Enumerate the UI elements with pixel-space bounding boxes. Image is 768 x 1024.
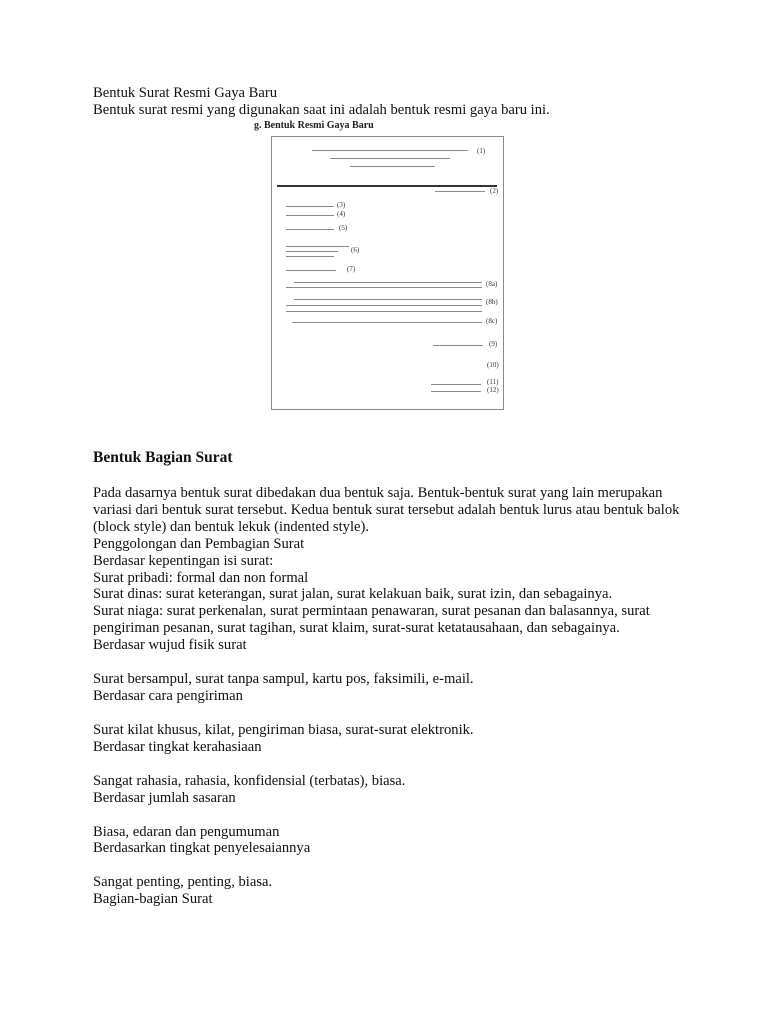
body-line: Biasa, edaran dan pengumuman	[93, 823, 280, 840]
header-rule	[277, 185, 497, 187]
label-8c: (8c)	[486, 317, 498, 325]
blank-line	[93, 857, 683, 874]
label-12: (12)	[487, 386, 499, 394]
blank-line	[93, 756, 683, 773]
content-paragraph-line	[294, 299, 482, 300]
letter-sketch	[271, 136, 504, 410]
body-line: Berdasarkan tingkat penyelesaiannya	[93, 840, 311, 857]
classification-list	[93, 536, 683, 908]
content-paragraph-line	[286, 305, 482, 306]
letterhead-line	[312, 150, 468, 151]
label-6: (6)	[351, 246, 360, 254]
label-11: (11)	[487, 378, 499, 386]
body-line: Sangat rahasia, rahasia, konfidensial (terbatas), biasa.	[93, 772, 406, 789]
closing-greeting-line	[433, 345, 483, 346]
intro-paragraph: Pada dasarnya bentuk surat dibedakan dua bentuk saja. Bentuk-bentuk surat yang lain merupakan variasi dari bentuk surat tersebut. Kedua bentuk surat tersebut adalah bentuk lurus atau bentuk balok (block style) dan bentuk lekuk (indented style).	[93, 485, 680, 535]
label-8a: (8a)	[486, 280, 498, 288]
label-10: (10)	[487, 361, 499, 369]
signer-name-line	[431, 384, 481, 385]
body-line: Berdasar tingkat kerahasiaan	[93, 738, 262, 755]
label-9: (9)	[489, 340, 498, 348]
opening-paragraph-line	[286, 287, 482, 288]
body-line: Surat niaga: surat perkenalan, surat permintaan penawaran, surat pesanan dan balasannya, surat pengiriman pesanan, surat tagihan, surat klaim, surat-surat ketatausahaan, dan sebagainya.	[93, 603, 650, 637]
opening-paragraph-line	[294, 282, 482, 283]
figure-caption: g. Bentuk Resmi Gaya Baru	[254, 120, 374, 131]
label-8b: (8b)	[486, 298, 498, 306]
intro-title: Bentuk Surat Resmi Gaya Baru	[93, 85, 278, 101]
body-line: Bagian-bagian Surat	[93, 891, 213, 908]
label-3: (3)	[337, 201, 346, 209]
label-2: (2)	[490, 187, 499, 195]
body-line: Berdasar kepentingan isi surat:	[93, 552, 274, 569]
closing-paragraph-line	[292, 322, 482, 323]
subject-line	[286, 229, 334, 230]
intro-sentence: Bentuk surat resmi yang digunakan saat ini adalah bentuk resmi gaya baru ini.	[93, 102, 550, 118]
section-heading: Bentuk Bagian Surat	[93, 449, 233, 466]
date-line	[435, 191, 485, 192]
signer-title-line	[431, 391, 481, 392]
label-7: (7)	[347, 265, 356, 273]
label-5: (5)	[339, 224, 348, 232]
number-line	[286, 206, 334, 207]
salutation-line	[286, 270, 336, 271]
body-line: Surat dinas: surat keterangan, surat jalan, surat kelakuan baik, surat izin, dan sebagainya.	[93, 586, 613, 603]
letterhead-line	[350, 166, 435, 167]
address-line	[286, 256, 334, 257]
label-4: (4)	[337, 210, 346, 218]
body-line: Sangat penting, penting, biasa.	[93, 874, 273, 891]
body-line: Surat bersampul, surat tanpa sampul, kartu pos, faksimili, e-mail.	[93, 671, 474, 688]
letterhead-line	[330, 158, 450, 159]
blank-line	[93, 807, 683, 824]
address-line	[286, 251, 338, 252]
body-line: Penggolongan dan Pembagian Surat	[93, 535, 305, 552]
body-line: Berdasar cara pengiriman	[93, 687, 243, 704]
address-line	[286, 246, 349, 247]
body-line: Surat kilat khusus, kilat, pengiriman biasa, surat-surat elektronik.	[93, 721, 474, 738]
body-line: Berdasar wujud fisik surat	[93, 637, 247, 654]
blank-line	[93, 705, 683, 722]
content-paragraph-line	[286, 311, 482, 312]
label-1: (1)	[477, 147, 486, 155]
letter-layout-figure	[0, 0, 768, 420]
body-line: Berdasar jumlah sasaran	[93, 789, 236, 806]
blank-line	[93, 654, 683, 671]
section-body	[93, 485, 683, 908]
attachment-line	[286, 215, 334, 216]
body-line: Surat pribadi: formal dan non formal	[93, 569, 309, 586]
